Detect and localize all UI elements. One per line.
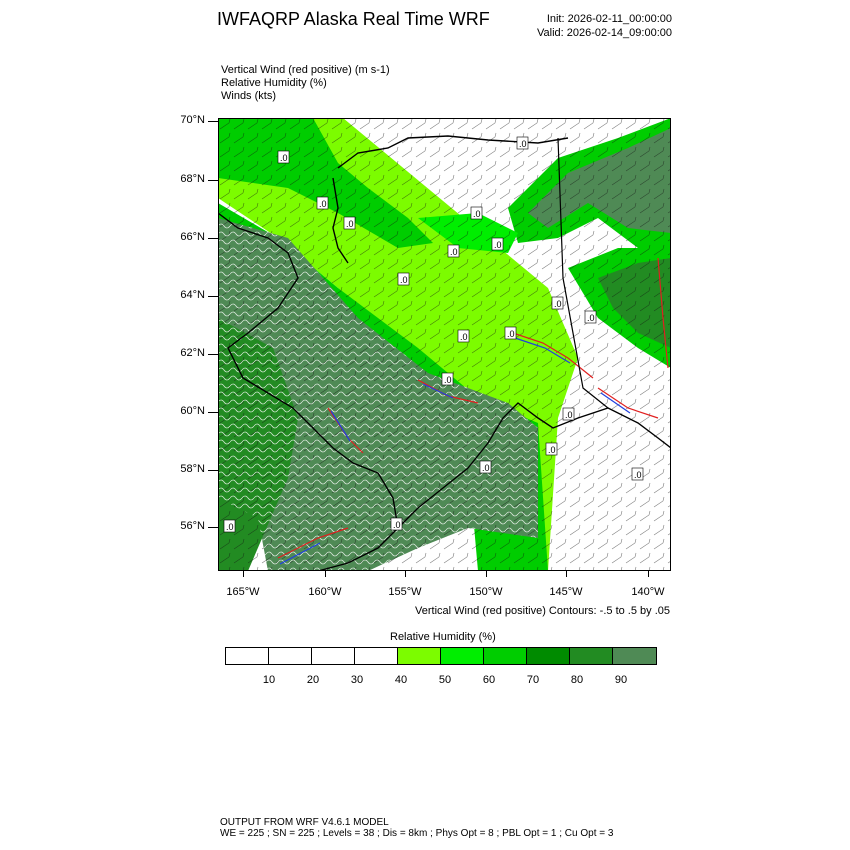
- svg-text:.0: .0: [444, 375, 452, 385]
- lat-tick: [208, 238, 218, 239]
- contour-label: [552, 297, 563, 309]
- lat-tick: [208, 527, 218, 528]
- footer-model: OUTPUT FROM WRF V4.6.1 MODEL: [220, 817, 389, 828]
- lon-label-155: 155°W: [388, 586, 422, 598]
- colorbar-label: 40: [394, 674, 408, 686]
- lat-label-70: 70°N: [180, 114, 205, 126]
- model-footer: [220, 817, 613, 839]
- colorbar: [225, 647, 657, 665]
- colorbar-swatch: [527, 648, 570, 664]
- lon-label-140: 140°W: [631, 586, 665, 598]
- svg-text:.0: .0: [400, 275, 408, 285]
- contour-label: [517, 137, 528, 149]
- svg-text:.0: .0: [482, 463, 490, 473]
- lon-tick: [405, 571, 406, 577]
- contour-label: [317, 197, 328, 209]
- svg-text:.0: .0: [587, 313, 595, 323]
- lon-label-145: 145°W: [549, 586, 583, 598]
- colorbar-label: 60: [482, 674, 496, 686]
- colorbar-title: Relative Humidity (%): [390, 631, 496, 643]
- svg-text:.0: .0: [548, 445, 556, 455]
- svg-text:.0: .0: [346, 219, 354, 229]
- svg-text:.0: .0: [280, 153, 288, 163]
- lon-tick: [486, 571, 487, 577]
- svg-text:.0: .0: [473, 209, 481, 219]
- contour-label: [563, 408, 574, 420]
- map-plot: [218, 118, 671, 571]
- lat-tick: [208, 180, 218, 181]
- contour-label: [448, 245, 459, 257]
- svg-text:.0: .0: [393, 520, 401, 530]
- colorbar-label: 30: [350, 674, 364, 686]
- lon-tick: [566, 571, 567, 577]
- svg-text:.0: .0: [565, 410, 573, 420]
- lat-tick: [208, 412, 218, 413]
- contour-label: [398, 273, 409, 285]
- lon-label-165: 165°W: [226, 586, 260, 598]
- lat-label-64: 64°N: [180, 289, 205, 301]
- colorbar-swatch: [441, 648, 484, 664]
- lon-tick: [243, 571, 244, 577]
- svg-text:.0: .0: [319, 199, 327, 209]
- init-time: Init: 2026-02-11_00:00:00: [546, 13, 672, 25]
- lon-label-150: 150°W: [469, 586, 503, 598]
- colorbar-label: 90: [614, 674, 628, 686]
- contour-label: [458, 330, 469, 342]
- svg-text:.0: .0: [226, 522, 234, 532]
- contour-label: [344, 217, 355, 229]
- colorbar-swatch: [269, 648, 312, 664]
- lat-label-62: 62°N: [180, 347, 205, 359]
- lon-label-160: 160°W: [308, 586, 342, 598]
- lat-tick: [208, 121, 218, 122]
- colorbar-label: 70: [526, 674, 540, 686]
- field-vertical-wind: Vertical Wind (red positive) (m s-1): [221, 64, 390, 76]
- valid-time: Valid: 2026-02-14_09:00:00: [537, 27, 672, 39]
- contour-label: [442, 373, 453, 385]
- lon-tick: [325, 571, 326, 577]
- svg-text:.0: .0: [519, 139, 527, 149]
- contour-label: [480, 461, 491, 473]
- field-relative-humidity: Relative Humidity (%): [221, 77, 327, 89]
- lat-tick: [208, 470, 218, 471]
- svg-text:.0: .0: [494, 240, 502, 250]
- svg-text:.0: .0: [554, 299, 562, 309]
- lat-label-58: 58°N: [180, 463, 205, 475]
- contour-label: [224, 520, 235, 532]
- chart-title: IWFAQRP Alaska Real Time WRF: [217, 9, 490, 29]
- svg-text:.0: .0: [634, 470, 642, 480]
- svg-text:.0: .0: [460, 332, 468, 342]
- colorbar-swatch: [484, 648, 527, 664]
- contour-note: Vertical Wind (red positive) Contours: -.5 to .5 by .05: [415, 605, 670, 617]
- contour-label: [632, 468, 643, 480]
- contour-label: [546, 443, 557, 455]
- colorbar-label: 50: [438, 674, 452, 686]
- lat-label-60: 60°N: [180, 405, 205, 417]
- svg-text:.0: .0: [507, 329, 515, 339]
- field-winds: Winds (kts): [221, 90, 276, 102]
- colorbar-label: 80: [570, 674, 584, 686]
- colorbar-label: 10: [262, 674, 276, 686]
- lat-label-56: 56°N: [180, 520, 205, 532]
- lon-tick: [648, 571, 649, 577]
- colorbar-label: 20: [306, 674, 320, 686]
- field-list: [221, 64, 390, 103]
- colorbar-swatch: [226, 648, 269, 664]
- contour-label: [505, 327, 516, 339]
- lat-tick: [208, 354, 218, 355]
- lat-label-68: 68°N: [180, 173, 205, 185]
- contour-label: [391, 518, 402, 530]
- contour-label: [471, 207, 482, 219]
- contour-label: [492, 238, 503, 250]
- svg-text:.0: .0: [450, 247, 458, 257]
- contour-label: [585, 311, 596, 323]
- colorbar-swatch: [613, 648, 656, 664]
- contour-label: [278, 151, 289, 163]
- footer-config: WE = 225 ; SN = 225 ; Levels = 38 ; Dis = 8km ; Phys Opt = 8 ; PBL Opt = 1 ; Cu Opt = 3: [220, 828, 614, 839]
- colorbar-swatch: [355, 648, 398, 664]
- colorbar-swatch: [398, 648, 441, 664]
- lat-label-66: 66°N: [180, 231, 205, 243]
- run-times: [537, 12, 672, 40]
- colorbar-swatch: [312, 648, 355, 664]
- lat-tick: [208, 296, 218, 297]
- colorbar-swatch: [570, 648, 613, 664]
